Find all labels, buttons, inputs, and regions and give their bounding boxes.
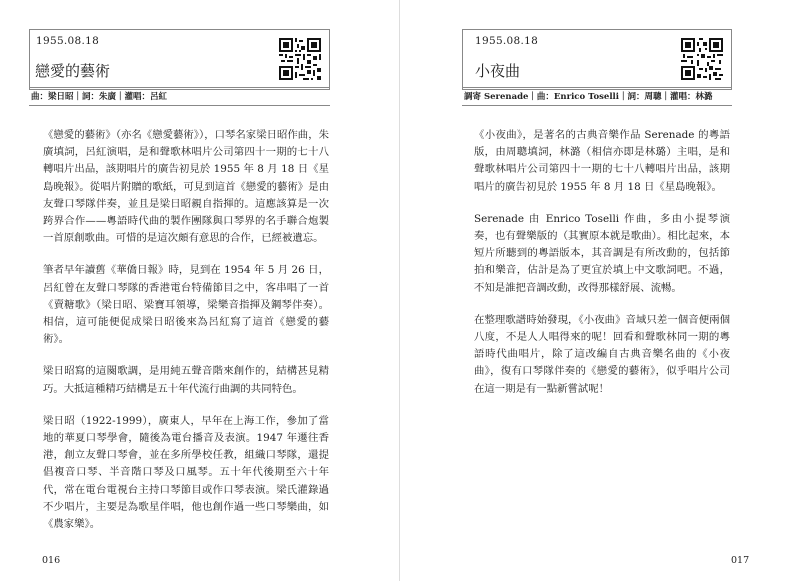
article-body [474, 127, 730, 413]
paragraph: 梁日昭（1922-1999），廣東人，早年在上海工作，參加了當地的華夏口琴學會，隨後為電台播音及表演。1947 年遷往香港，創立友聲口琴會，並在多所學校任教，組織口琴隊，還提倡複音口琴、半音階口琴及口風琴。五十年代後期至六十年代，常在電台電視台主持口琴節目或作口琴表演。梁氏灌錄過不少唱片，主要是為歌星伴唱，他也創作過一些口琴樂曲，如《農家樂》。 [43, 414, 329, 531]
release-date: 1955.08.18 [475, 35, 539, 47]
paragraph: Serenade 由 Enrico Toselli 作曲，多由小提琴演奏，也有聲樂版的（其實原本就是歌曲）。相比起來，本短片所聽到的粵語版本，其音調是有所改動的，包括節拍和樂音，估計是為了更宜於填上中文歌詞吧。不過，不知是誰把音調改動，改得那樣舒展、流暢。 [474, 212, 730, 294]
article-body [43, 127, 329, 548]
song-title: 小夜曲 [475, 62, 521, 80]
paragraph: 《小夜曲》，是著名的古典音樂作品 Serenade 的粵語版，由周聰填詞，林潞（相信亦即是林璐）主唱，是和聲歌林唱片公司第四十一期的七十八轉唱片出品，該期唱片的廣告初見於 1955 年 8 月 18 日《星島晚報》。 [474, 129, 730, 193]
release-date: 1955.08.18 [36, 35, 100, 47]
page-number: 016 [42, 555, 61, 566]
song-title: 戀愛的藝術 [35, 62, 111, 80]
song-header-box [462, 29, 732, 90]
qr-code-icon[interactable] [681, 38, 723, 80]
page-number: 017 [731, 555, 750, 566]
paragraph: 在整理歌譜時始發現，《小夜曲》音域只差一個音便兩個八度，不是人人唱得來的呢！回看和聲歌林同一期的粵語時代曲唱片，除了這改編自古典音樂名曲的《小夜曲》，復有口琴隊伴奏的《戀愛的藝術》，似乎唱片公司在這一期是有一點新嘗試呢！ [474, 313, 730, 395]
paragraph: 《戀愛的藝術》（亦名《戀愛藝術》），口琴名家梁日昭作曲，朱廣填詞，呂紅演唱，是和聲歌林唱片公司第四十一期的七十八轉唱片出品，該期唱片的廣告初見於 1955 年 8 月 18 日《星島晚報》。從唱片附贈的歌紙，可見到這首《戀愛的藝術》是由友聲口琴隊伴奏，並且是梁日昭親自指揮的。這應該算是一次跨界合作——粵語時代曲的製作團隊與口琴界的名手聯合炮製一首原創歌曲。可惜的是這次頗有意思的合作，已經被遺忘。 [43, 129, 329, 245]
qr-code-icon[interactable] [279, 38, 321, 80]
paragraph: 筆者早年讀舊《華僑日報》時，見到在 1954 年 5 月 26 日，呂紅曾在友聲口琴隊的香港電台特備節目之中，客串唱了一首《賣糖歌》（梁日昭、梁寶耳領導，梁樂音指揮及鋼琴伴奏）。相信，這可能便促成梁日昭後來為呂紅寫了這首《戀愛的藝術》。 [43, 264, 329, 346]
song-credits: 曲：梁日昭｜詞：朱廣｜灌唱：呂紅 [29, 87, 330, 106]
paragraph: 梁日昭寫的這闋歌調，是用純五聲音階來創作的，結構甚見精巧。大抵這種精巧結構是五十年代流行曲調的共同特色。 [43, 365, 329, 395]
song-credits: 調寄 Serenade｜曲：Enrico Toselli｜詞：周聰｜灌唱：林潞 [462, 87, 732, 106]
song-header-box [29, 29, 330, 90]
right-page [400, 0, 800, 581]
